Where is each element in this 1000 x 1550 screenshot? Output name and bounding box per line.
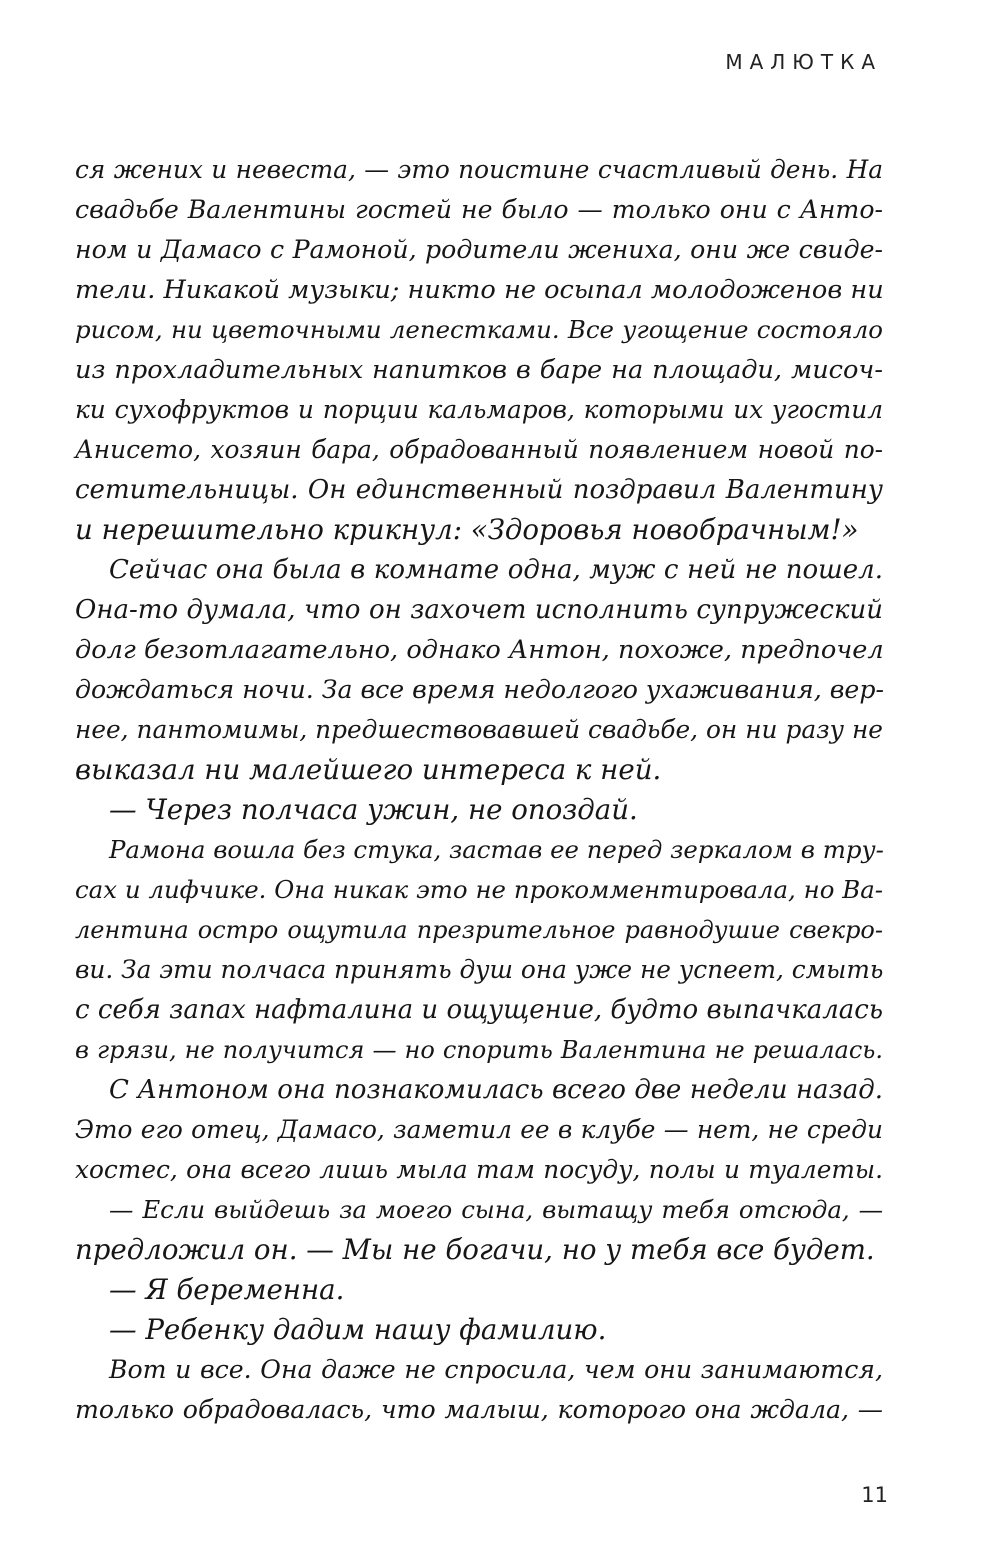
text-line: Рамона вошла без стука, застав ее перед зеркалом в тру- [109, 835, 884, 864]
text-line: — Ребенку дадим нашу фамилию. [109, 1313, 607, 1346]
text-line: нее, пантомимы, предшествовавшей свадьбе, он ни разу не [75, 715, 883, 744]
text-line: выказал ни малейшего интереса к ней. [75, 753, 662, 786]
text-line: Она-то думала, что он захочет исполнить супружеский [75, 595, 883, 625]
text-line: из прохладительных напитков в баре на площади, мисоч- [75, 355, 883, 385]
text-line: — Я беременна. [109, 1273, 345, 1306]
text-line: свадьбе Валентины гостей не было — только они с Анто- [75, 195, 883, 224]
text-line: рисом, ни цветочными лепестками. Все угощение состояло [75, 315, 883, 344]
text-line: только обрадовалась, что малыш, которого она ждала, — [75, 1395, 883, 1424]
page-number: 11 [861, 1483, 888, 1507]
text-line: предложил он. — Мы не богачи, но у тебя все будет. [75, 1233, 875, 1266]
body-text [75, 150, 883, 1430]
text-line: Это его отец, Дамасо, заметил ее в клубе — нет, не среди [75, 1115, 883, 1144]
text-line: Вот и все. Она даже не спросила, чем они занимаются, [109, 1355, 883, 1384]
text-line: сах и лифчике. Она никак это не прокомментировала, но Ва- [75, 875, 883, 904]
text-line: ви. За эти полчаса принять душ она уже не успеет, смыть [75, 955, 884, 984]
text-line: ся жених и невеста, — это поистине счастливый день. На [75, 155, 883, 184]
text-line: хостес, она всего лишь мыла там посуду, полы и туалеты. [75, 1155, 883, 1184]
text-line: Сейчас она была в комнате одна, муж с ней не пошел. [109, 555, 883, 585]
text-line: — Если выйдешь за моего сына, вытащу тебя отсюда, — [109, 1195, 883, 1224]
text-line: Анисето, хозяин бара, обрадованный появлением новой по- [75, 435, 883, 464]
text-line: — Через полчаса ужин, не опоздай. [109, 793, 638, 826]
text-line: ки сухофруктов и порции кальмаров, которыми их угостил [75, 395, 883, 424]
text-line: сетительницы. Он единственный поздравил Валентину [75, 475, 883, 505]
running-head-title: МАЛЮТКА [725, 50, 882, 74]
text-line: С Антоном она познакомилась всего две недели назад. [109, 1075, 883, 1105]
text-line: тели. Никакой музыки; никто не осыпал молодоженов ни [75, 275, 884, 305]
text-line: в грязи, не получится — но спорить Валентина не решалась. [75, 1036, 883, 1064]
text-line: и нерешительно крикнул: «Здоровья новобрачным!» [75, 513, 859, 546]
text-line: лентина остро ощутила презрительное равнодушие свекро- [75, 916, 883, 944]
text-line: долг безотлагательно, однако Антон, похоже, предпочел [75, 635, 884, 665]
text-line: ном и Дамасо с Рамоной, родители жениха, они же свиде- [75, 235, 883, 264]
text-line: с себя запах нафталина и ощущение, будто выпачкалась [75, 995, 883, 1025]
text-line: дождаться ночи. За все время недолгого ухаживания, вер- [75, 675, 884, 704]
